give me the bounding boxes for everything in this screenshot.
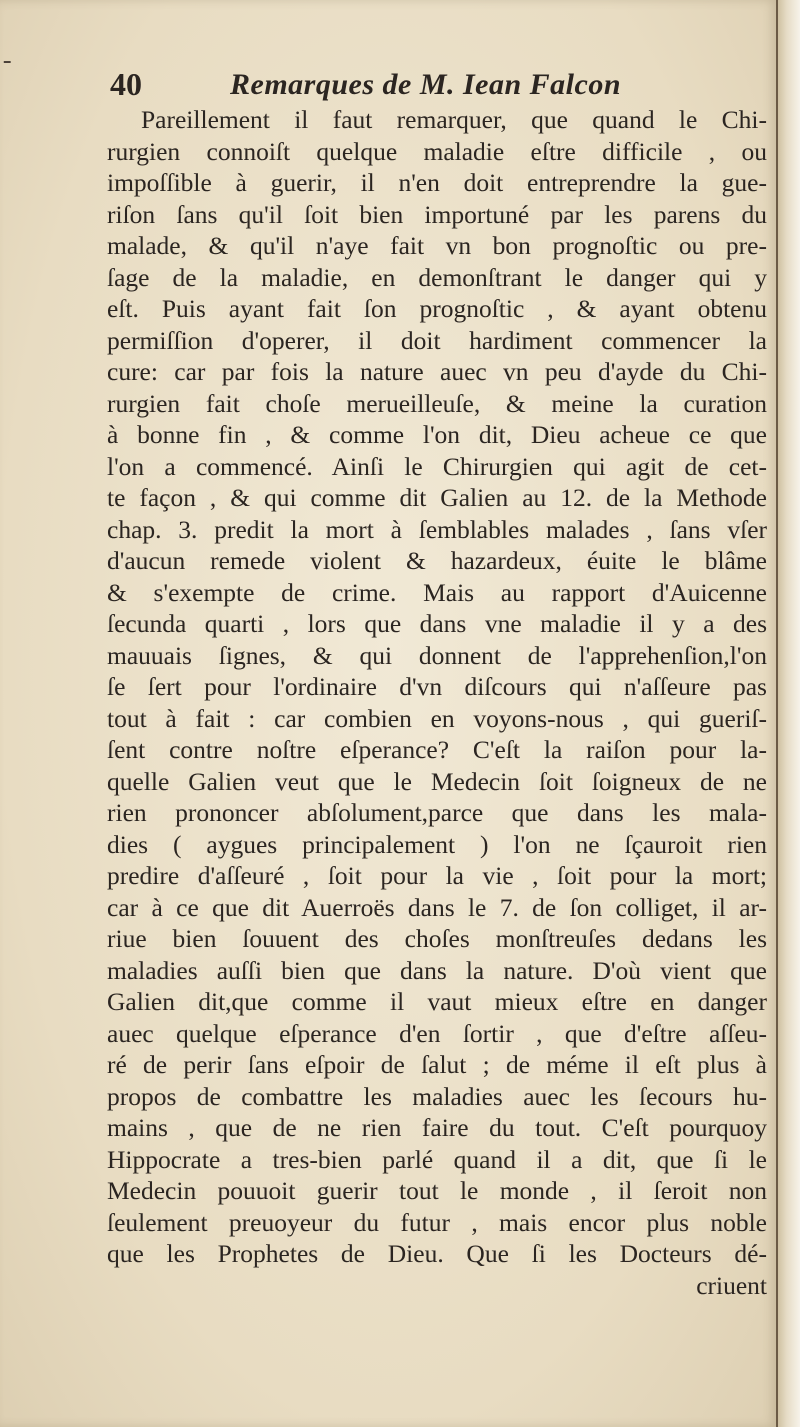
text-line: mauuais ſignes, & qui donnent de l'apprehenſion,l'on: [107, 640, 767, 670]
catchword: criuent: [696, 1270, 767, 1300]
text-line: permiſſion d'operer, il doit hardiment commencer la: [107, 325, 767, 355]
text-line: que les Prophetes de Dieu. Que ſi les Docteurs dé-: [107, 1239, 767, 1268]
text-line: cure: car par fois la nature auec vn peu d'ayde du Chi-: [107, 357, 767, 386]
text-line: ſe ſert pour l'ordinaire d'vn diſcours qui n'aſſeure pas: [107, 672, 767, 701]
text-line: rurgien fait choſe merueilleuſe, & meine la curation: [107, 388, 767, 418]
text-line: propos de combattre les maladies auec les ſecours hu-: [107, 1081, 767, 1111]
text-line: te façon , & qui comme dit Galien au 12. de la Methode: [107, 483, 767, 512]
text-line: ſage de la maladie, en demonſtrant le danger qui y: [107, 262, 767, 292]
text-line: predire d'aſſeuré , ſoit pour la vie , ſoit pour la mort;: [107, 861, 767, 890]
text-line: dies ( aygues principalement ) l'on ne ſçauroit rien: [107, 829, 767, 859]
running-title: Remarques de M. Iean Falcon: [230, 68, 622, 101]
text-line: quelle Galien veut que le Medecin ſoit ſoigneux de ne: [107, 766, 767, 796]
text-line: ſent contre noſtre eſperance? C'eſt la raiſon pour la-: [107, 735, 767, 764]
text-line: ſeulement preuoyeur du futur , mais encor plus noble: [107, 1207, 767, 1237]
text-line: tout à fait : car combien en voyons-nous , qui gueriſ-: [107, 703, 767, 733]
text-line: maladies auſſi bien que dans la nature. D'où vient que: [107, 955, 767, 985]
text-line: ſecunda quarti , lors que dans vne maladie il y a des: [107, 609, 767, 638]
text-line: rurgien connoiſt quelque maladie eſtre difficile , ou: [107, 136, 767, 166]
margin-mark: ـ: [4, 44, 11, 69]
text-line: rien prononcer abſolument,parce que dans les mala-: [107, 798, 767, 827]
text-line: mains , que de ne rien faire du tout. C'eſt pourquoy: [107, 1113, 767, 1142]
page-number: 40: [110, 66, 142, 102]
text-line: d'aucun remede violent & hazardeux, éuite le blâme: [107, 546, 767, 575]
text-line: Pareillement il faut remarquer, que quand le Chi-: [141, 105, 767, 134]
text-line: chap. 3. predit la mort à ſemblables malades , ſans vſer: [107, 514, 767, 544]
text-line: impoſſible à guerir, il n'en doit entreprendre la gue-: [107, 168, 767, 197]
text-line: Galien dit,que comme il vaut mieux eſtre en danger: [107, 987, 767, 1016]
text-line: malade, & qu'il n'aye fait vn bon prognoſtic ou pre-: [107, 231, 767, 260]
text-line: à bonne fin , & comme l'on dit, Dieu acheue ce que: [107, 420, 767, 449]
text-line: car à ce que dit Auerroës dans le 7. de ſon colliget, il ar-: [107, 892, 767, 922]
body-text: [107, 104, 767, 1301]
page-header: [110, 60, 770, 104]
text-line: Medecin pouuoit guerir tout le monde , il ſeroit non: [107, 1176, 767, 1205]
text-line: riſon ſans qu'il ſoit bien importuné par les parens du: [107, 199, 767, 229]
text-line: l'on a commencé. Ainſi le Chirurgien qui agit de cet-: [107, 451, 767, 481]
text-line: auec quelque eſperance d'en ſortir , que d'eſtre aſſeu-: [107, 1018, 767, 1048]
text-line: riue bien ſouuent des choſes monſtreuſes dedans les: [107, 924, 767, 953]
page-edge: [776, 0, 800, 1427]
text-line: eſt. Puis ayant fait ſon prognoſtic , & ayant obtenu: [107, 294, 767, 323]
text-line: Hippocrate a tres-bien parlé quand il a dit, que ſi le: [107, 1144, 767, 1174]
text-line: ré de perir ſans eſpoir de ſalut ; de méme il eſt plus à: [107, 1050, 767, 1079]
text-line: & s'exempte de crime. Mais au rapport d'Auicenne: [107, 577, 767, 607]
